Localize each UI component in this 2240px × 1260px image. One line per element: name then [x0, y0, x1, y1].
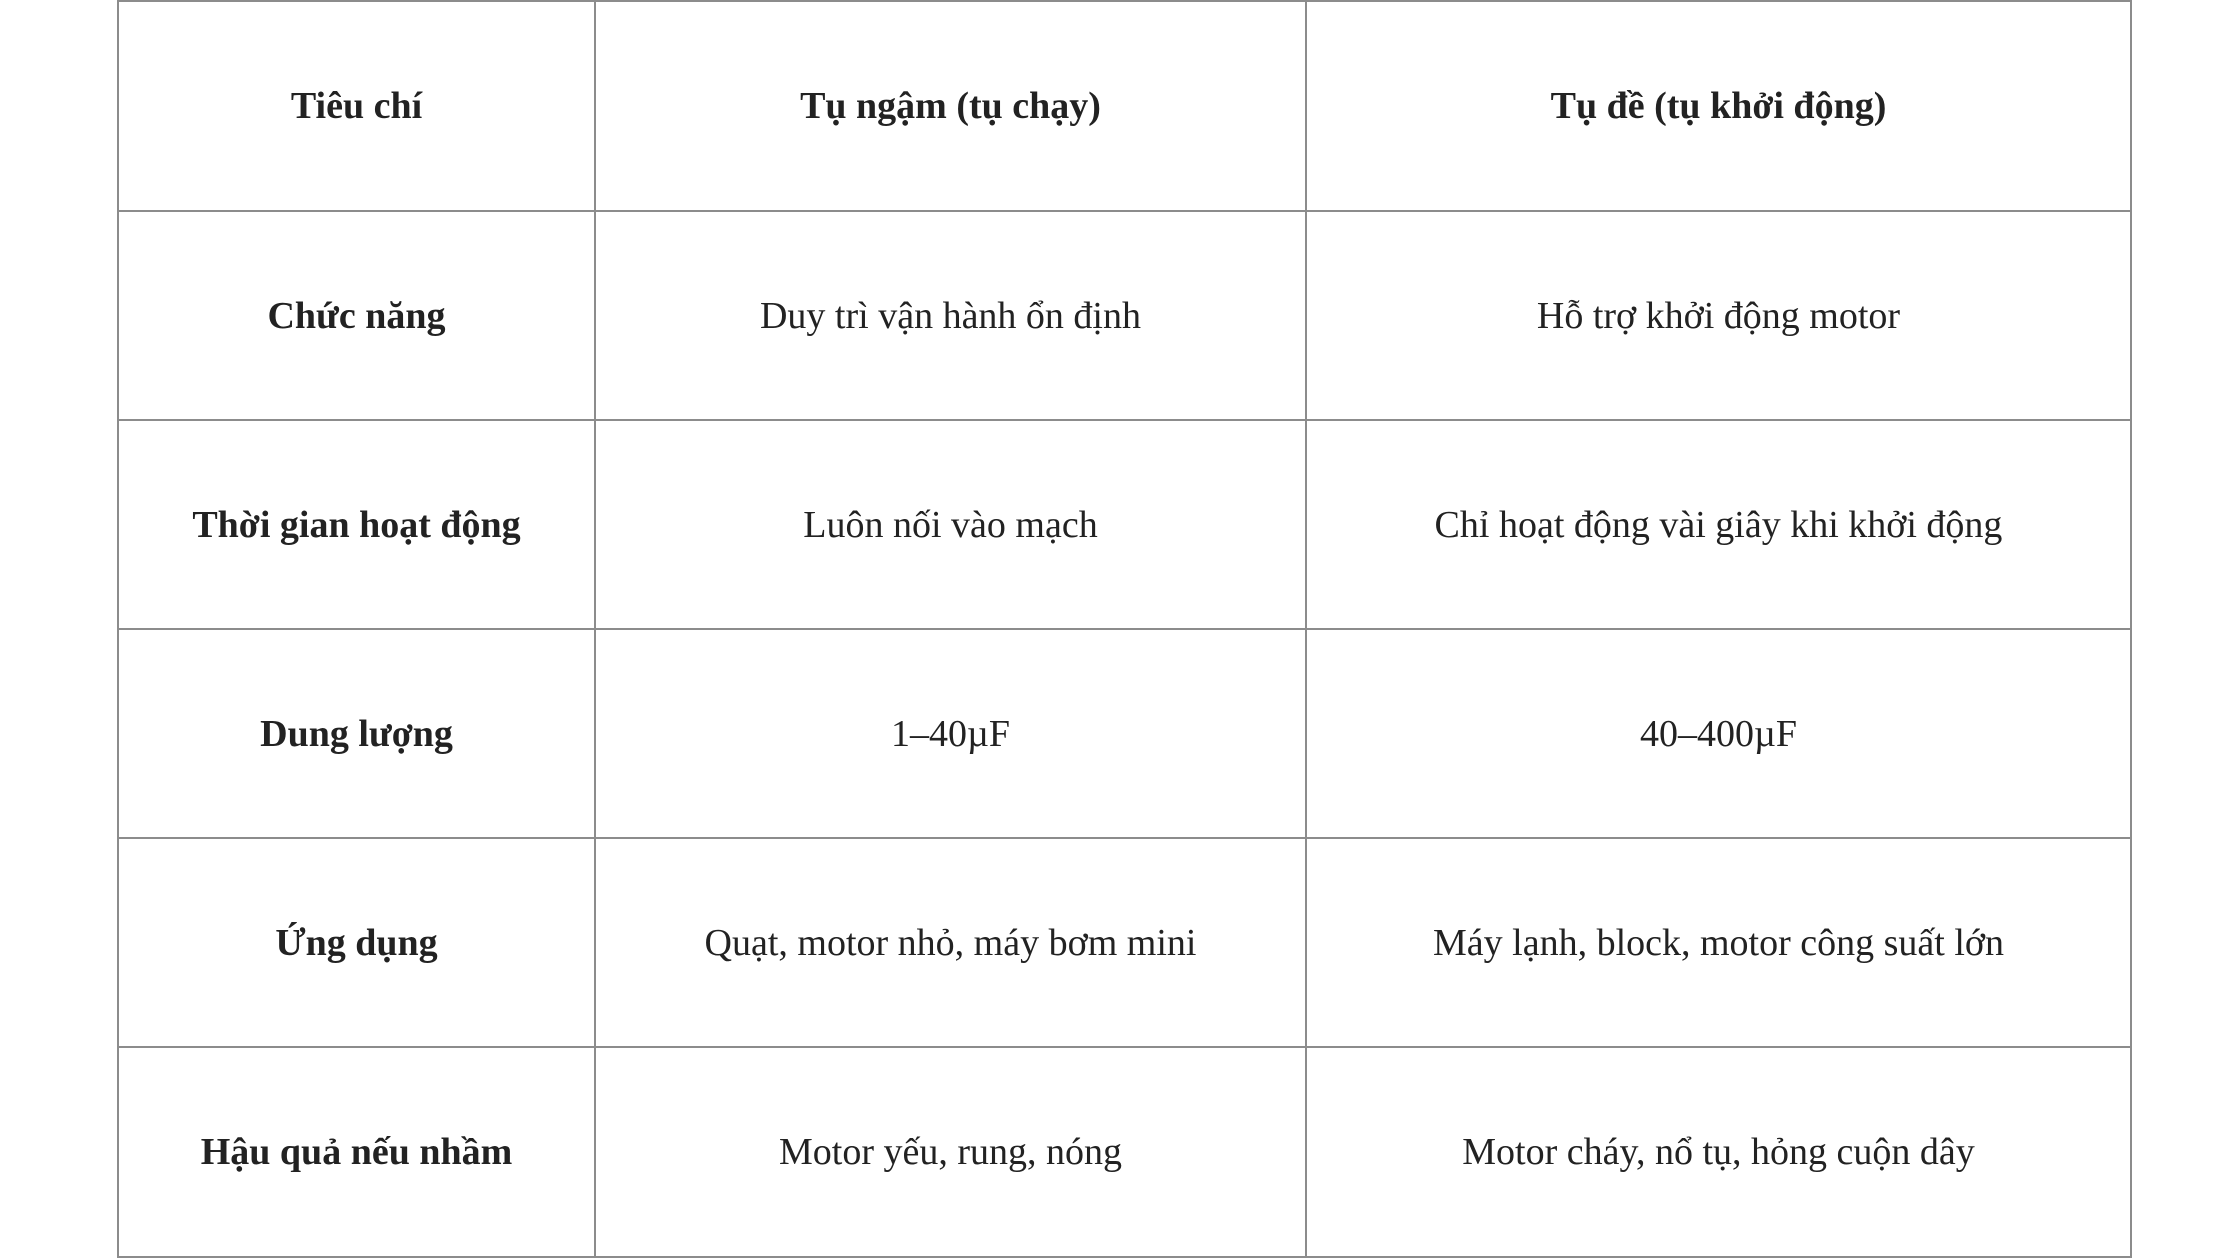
row-criterion-consequence: Hậu quả nếu nhầm: [118, 1047, 595, 1257]
table-row: [118, 420, 2131, 629]
cell-start-cap: Máy lạnh, block, motor công suất lớn: [1306, 838, 2131, 1047]
table-row: [118, 1047, 2131, 1257]
table-row: [118, 211, 2131, 420]
header-criterion: Tiêu chí: [118, 1, 595, 211]
table-row: [118, 838, 2131, 1047]
comparison-table-wrapper: [117, 0, 2130, 1258]
capacitor-comparison-table: [117, 0, 2132, 1258]
table-row: [118, 629, 2131, 838]
row-criterion-function: Chức năng: [118, 211, 595, 420]
row-criterion-application: Ứng dụng: [118, 838, 595, 1047]
header-run-capacitor: Tụ ngậm (tụ chạy): [595, 1, 1306, 211]
table-header-row: [118, 1, 2131, 211]
cell-start-cap: Hỗ trợ khởi động motor: [1306, 211, 2131, 420]
row-criterion-operating-time: Thời gian hoạt động: [118, 420, 595, 629]
cell-run-cap: Quạt, motor nhỏ, máy bơm mini: [595, 838, 1306, 1047]
cell-run-cap: Motor yếu, rung, nóng: [595, 1047, 1306, 1257]
cell-run-cap: Luôn nối vào mạch: [595, 420, 1306, 629]
header-start-capacitor: Tụ đề (tụ khởi động): [1306, 1, 2131, 211]
cell-run-cap: 1–40µF: [595, 629, 1306, 838]
row-criterion-capacitance: Dung lượng: [118, 629, 595, 838]
cell-start-cap: Chỉ hoạt động vài giây khi khởi động: [1306, 420, 2131, 629]
cell-start-cap: Motor cháy, nổ tụ, hỏng cuộn dây: [1306, 1047, 2131, 1257]
cell-run-cap: Duy trì vận hành ổn định: [595, 211, 1306, 420]
cell-start-cap: 40–400µF: [1306, 629, 2131, 838]
